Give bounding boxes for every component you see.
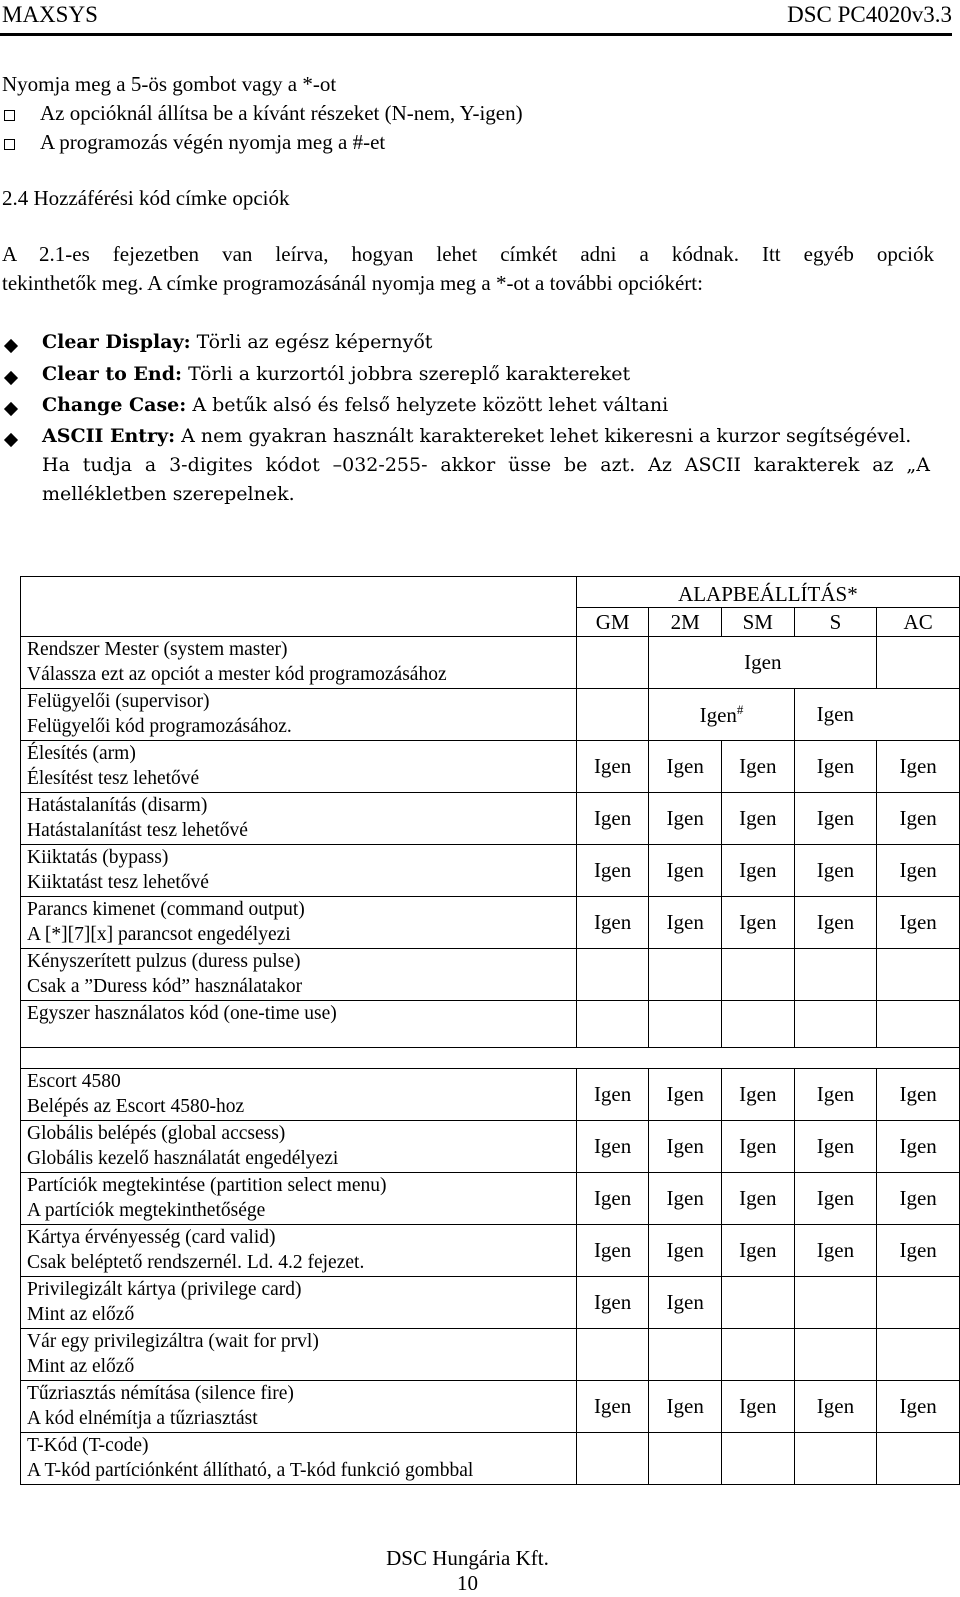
row-description [21, 1173, 577, 1225]
cell-yes: Igen [722, 1381, 795, 1433]
row-description [21, 1069, 577, 1121]
cell-empty [877, 1277, 960, 1329]
row-title: Escort 4580 [27, 1071, 121, 1092]
cell-yes: Igen [576, 1069, 649, 1121]
option-item [42, 425, 911, 447]
cell-yes [649, 689, 794, 741]
cell-empty [877, 949, 960, 1001]
cell-empty [722, 949, 795, 1001]
cell-yes: Igen [794, 845, 877, 897]
cell-yes: Igen [649, 637, 877, 689]
cell-empty [722, 1277, 795, 1329]
row-title: Kártya érvényesség (card valid) [27, 1227, 276, 1248]
cell-yes: Igen [576, 741, 649, 793]
option-label: Clear Display: [42, 331, 191, 353]
cell-yes: Igen [649, 741, 722, 793]
cell-yes: Igen [877, 1121, 960, 1173]
row-subtitle: Hatástalanítást tesz lehetővé [27, 820, 248, 841]
option-label: Change Case: [42, 394, 187, 416]
row-description [21, 949, 577, 1001]
cell-empty [877, 637, 960, 689]
table-row [21, 1173, 960, 1225]
cell-yes: Igen [649, 1069, 722, 1121]
cell-empty [649, 1001, 722, 1048]
footer-page-number: 10 [457, 1571, 478, 1595]
cell-yes: Igen [794, 1121, 877, 1173]
row-title: Kiiktatás (bypass) [27, 847, 169, 868]
cell-empty [794, 1001, 877, 1048]
cell-yes: Igen [722, 1225, 795, 1277]
cell-yes: Igen [649, 897, 722, 949]
row-subtitle: Csak beléptető rendszernél. Ld. 4.2 fejezet. [27, 1252, 365, 1273]
table-corner-cell [21, 577, 577, 637]
row-description [21, 1329, 577, 1381]
table-row [21, 1381, 960, 1433]
row-subtitle: Kiiktatást tesz lehetővé [27, 872, 209, 893]
row-subtitle: A [*][7][x] parancsot engedélyezi [27, 924, 291, 945]
section-paragraph-line: A 2.1-es fejezetben van leírva, hogyan lehet címkét adni a kódnak. Itt egyéb opciók [2, 242, 934, 266]
hash-note: # [736, 701, 744, 717]
cell-empty [794, 1329, 877, 1381]
cell-empty [576, 1329, 649, 1381]
diamond-bullet-icon [6, 338, 16, 356]
table-row [21, 689, 960, 741]
cell-yes: Igen [794, 1381, 877, 1433]
cell-yes: Igen [722, 741, 795, 793]
cell-yes: Igen [722, 845, 795, 897]
row-title: Élesítés (arm) [27, 743, 136, 764]
table-row [21, 1225, 960, 1277]
row-title: Rendszer Mester (system master) [27, 639, 288, 660]
table-row [21, 1433, 960, 1485]
section-paragraph-line: tekinthetők meg. A címke programozásánál nyomja meg a *-ot a további opciókért: [2, 271, 703, 295]
default-title: ALAPBEÁLLÍTÁS* [576, 577, 959, 608]
ascii-continuation-line: Ha tudja a 3-digites kódot –032-255- akkor üsse be azt. Az ASCII karakterek az „A [42, 454, 930, 476]
row-title: Tűzriasztás némítása (silence fire) [27, 1383, 294, 1404]
cell-empty [722, 1329, 795, 1381]
cell-yes: Igen [794, 741, 877, 793]
cell-yes: Igen [794, 1225, 877, 1277]
cell-empty [877, 1433, 960, 1485]
cell-empty [877, 1001, 960, 1048]
row-description [21, 741, 577, 793]
row-subtitle: Csak a ”Duress kód” használatakor [27, 976, 303, 997]
column-header-2m: 2M [649, 608, 722, 637]
cell-yes: Igen [722, 1173, 795, 1225]
row-description [21, 793, 577, 845]
row-description [21, 1277, 577, 1329]
row-title: Egyszer használatos kód (one-time use) [27, 1003, 337, 1024]
cell-empty [576, 689, 649, 741]
cell-yes: Igen [649, 845, 722, 897]
row-title: Partíciók megtekintése (partition select menu) [27, 1175, 387, 1196]
cell-yes: Igen [794, 689, 959, 741]
header-left-title: MAXSYS [2, 2, 98, 27]
cell-empty [576, 637, 649, 689]
cell-empty [576, 949, 649, 1001]
cell-yes: Igen [877, 1225, 960, 1277]
row-subtitle: Élesítést tesz lehetővé [27, 768, 200, 789]
cell-yes: Igen [722, 793, 795, 845]
spacer-cell [21, 1048, 577, 1069]
table-row [21, 1277, 960, 1329]
row-description [21, 1121, 577, 1173]
option-description: A betűk alsó és felső helyzete között lehet váltani [186, 394, 669, 416]
cell-yes: Igen [722, 897, 795, 949]
header-right-title: DSC PC4020v3.3 [787, 2, 952, 27]
row-title: Felügyelői (supervisor) [27, 691, 210, 712]
cell-yes: Igen [649, 1225, 722, 1277]
table-row [21, 1121, 960, 1173]
row-description [21, 1001, 577, 1048]
cell-yes: Igen [576, 1277, 649, 1329]
row-title: Parancs kimenet (command output) [27, 899, 305, 920]
row-subtitle: A kód elnémítja a tűzriasztást [27, 1408, 258, 1429]
row-subtitle: A T-kód partíciónként állítható, a T-kód funkció gombbal [27, 1460, 474, 1481]
section-title: 2.4 Hozzáférési kód címke opciók [2, 186, 290, 210]
row-subtitle: Válassza ezt az opciót a mester kód programozásához [27, 664, 447, 685]
cell-empty [794, 1277, 877, 1329]
option-description: Törli az egész képernyőt [190, 331, 433, 353]
diamond-bullet-icon [6, 432, 16, 450]
option-item [42, 394, 668, 416]
cell-yes: Igen [877, 741, 960, 793]
row-description [21, 1433, 577, 1485]
cell-yes: Igen [877, 845, 960, 897]
footer-company: DSC Hungária Kft. [386, 1546, 549, 1570]
cell-yes: Igen [576, 1121, 649, 1173]
row-subtitle: Globális kezelő használatát engedélyezi [27, 1148, 339, 1169]
ascii-continuation-line: mellékletben szerepelnek. [42, 483, 295, 505]
cell-empty [877, 1329, 960, 1381]
table-row [21, 637, 960, 689]
table-row [21, 1329, 960, 1381]
cell-empty [794, 949, 877, 1001]
cell-empty [576, 1001, 649, 1048]
cell-yes: Igen [722, 1121, 795, 1173]
row-description [21, 1225, 577, 1277]
table-spacer [21, 1048, 960, 1069]
table-row [21, 949, 960, 1001]
option-item [42, 331, 432, 353]
cell-yes: Igen [576, 845, 649, 897]
table-row [21, 793, 960, 845]
row-description [21, 897, 577, 949]
cell-yes: Igen [649, 1381, 722, 1433]
cell-yes: Igen [722, 1069, 795, 1121]
row-title: Hatástalanítás (disarm) [27, 795, 208, 816]
row-description [21, 845, 577, 897]
cell-empty [722, 1433, 795, 1485]
option-description: Törli a kurzortól jobbra szereplő karaktereket [182, 363, 631, 385]
intro-bullet: A programozás végén nyomja meg a #-et [40, 130, 386, 154]
header-divider [0, 33, 952, 36]
table-row [21, 897, 960, 949]
diamond-bullet-icon [6, 370, 16, 388]
cell-yes: Igen [877, 897, 960, 949]
cell-yes: Igen [877, 1173, 960, 1225]
cell-yes: Igen [877, 793, 960, 845]
table-row [21, 845, 960, 897]
table-row [21, 1001, 960, 1048]
cell-yes: Igen [794, 1069, 877, 1121]
cell-yes: Igen [794, 1173, 877, 1225]
spacer-cell [576, 1048, 959, 1069]
row-subtitle: Felügyelői kód programozásához. [27, 716, 292, 737]
cell-yes: Igen [576, 1225, 649, 1277]
cell-yes: Igen [649, 1277, 722, 1329]
column-header-s: S [794, 608, 877, 637]
cell-empty [649, 1433, 722, 1485]
cell-yes: Igen [649, 1121, 722, 1173]
intro-line: Nyomja meg a 5-ös gombot vagy a *-ot [2, 72, 337, 96]
row-description [21, 1381, 577, 1433]
table-row [21, 741, 960, 793]
column-header-sm: SM [722, 608, 795, 637]
row-title: Privilegizált kártya (privilege card) [27, 1279, 302, 1300]
diamond-bullet-icon [6, 401, 16, 419]
cell-yes: Igen [877, 1069, 960, 1121]
row-description [21, 637, 577, 689]
cell-yes: Igen [576, 1173, 649, 1225]
row-subtitle: A partíciók megtekinthetősége [27, 1200, 266, 1221]
column-header-gm: GM [576, 608, 649, 637]
column-header-ac: AC [877, 608, 960, 637]
access-code-options-table [20, 576, 960, 1485]
row-subtitle: Belépés az Escort 4580-hoz [27, 1096, 245, 1117]
cell-empty [649, 949, 722, 1001]
cell-yes: Igen [576, 793, 649, 845]
option-description: A nem gyakran használt karaktereket lehet kikeresni a kurzor segítségével. [175, 425, 912, 447]
row-subtitle: Mint az előző [27, 1356, 135, 1377]
row-title: Globális belépés (global accsess) [27, 1123, 286, 1144]
option-label: Clear to End: [42, 363, 183, 385]
option-item [42, 363, 630, 385]
cell-empty [576, 1433, 649, 1485]
cell-yes: Igen [649, 1173, 722, 1225]
yes-text: Igen [699, 702, 737, 727]
checkbox-bullet-icon [4, 137, 15, 155]
table-row [21, 1069, 960, 1121]
row-title: Kényszerített pulzus (duress pulse) [27, 951, 301, 972]
intro-bullet: Az opcióknál állítsa be a kívánt részeket (N-nem, Y-igen) [40, 101, 523, 125]
cell-empty [649, 1329, 722, 1381]
cell-empty [794, 1433, 877, 1485]
cell-yes: Igen [877, 1381, 960, 1433]
cell-yes: Igen [576, 897, 649, 949]
cell-yes: Igen [794, 793, 877, 845]
row-description [21, 689, 577, 741]
option-label: ASCII Entry: [42, 425, 176, 447]
row-subtitle: Mint az előző [27, 1304, 135, 1325]
cell-yes: Igen [649, 793, 722, 845]
cell-empty [722, 1001, 795, 1048]
checkbox-bullet-icon [4, 108, 15, 126]
cell-yes: Igen [794, 897, 877, 949]
row-title: T-Kód (T-code) [27, 1435, 149, 1456]
row-title: Vár egy privilegizáltra (wait for prvl) [27, 1331, 319, 1352]
cell-yes: Igen [576, 1381, 649, 1433]
